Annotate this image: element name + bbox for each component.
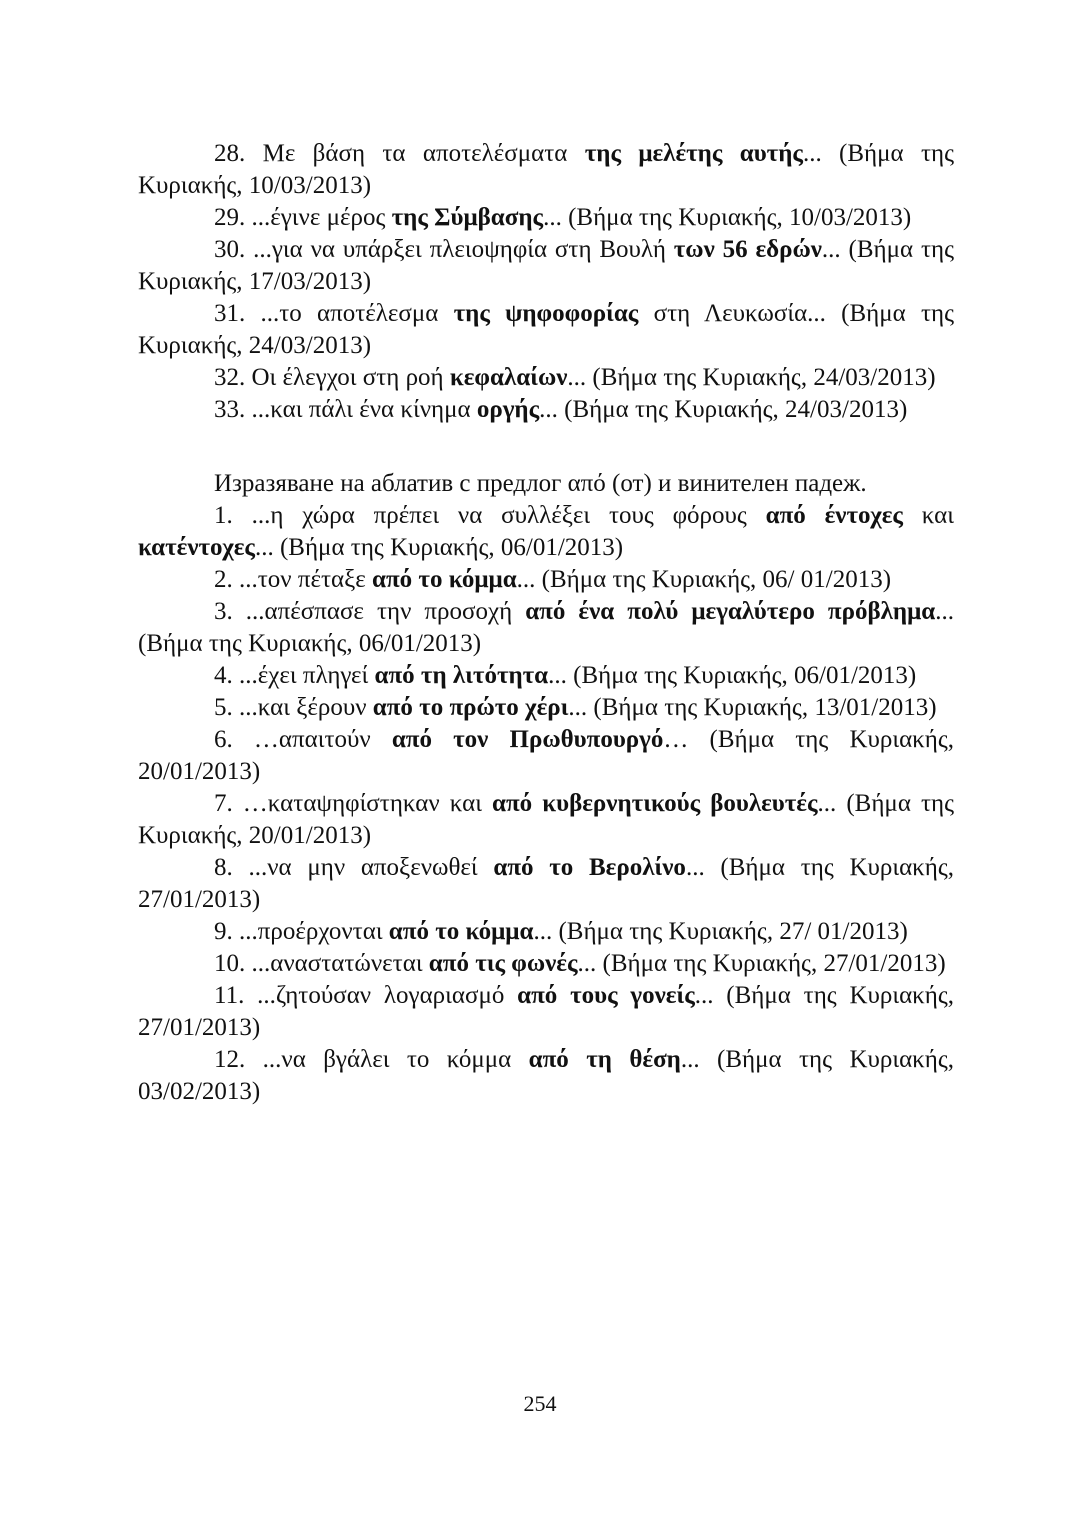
example-item: 4. ...έχει πληγεί από τη λιτότητα... (Βήμα της Κυριακής, 06/01/2013)	[214, 662, 917, 689]
example-item: 33. ...και πάλι ένα κίνημα οργής... (Βήμα της Κυριακής, 24/03/2013)	[214, 396, 908, 423]
example-item: 6. …απαιτούν από τον Πρωθυπουργό… (Βήμα της Κυριακής, 20/01/2013)	[138, 726, 954, 785]
page-number: 254	[523, 1391, 557, 1416]
page-body	[138, 138, 954, 1108]
example-item: 28. Με βάση τα αποτελέσματα της μελέτης αυτής... (Βήμα της Κυριακής, 10/03/2013)	[138, 140, 954, 199]
section-examples-28-33	[138, 138, 954, 426]
example-item: 29. ...έγινε μέρος της Σύμβασης... (Βήμα της Κυριακής, 10/03/2013)	[214, 204, 912, 231]
example-item: 30. ...για να υπάρξει πλειοψηφία στη Βουλή των 56 εδρών... (Βήμα της Κυριακής, 17/03/2013)	[138, 236, 954, 295]
section-ablative-examples	[138, 468, 954, 1108]
example-item: 2. ...τον πέταξε από το κόμμα... (Βήμα της Κυριακής, 06/ 01/2013)	[214, 566, 892, 593]
example-item: 9. ...προέρχονται από το κόμμα... (Βήμα της Κυριακής, 27/ 01/2013)	[214, 918, 908, 945]
example-item: 32. Οι έλεγχοι στη ροή κεφαλαίων... (Βήμα της Κυριακής, 24/03/2013)	[214, 364, 936, 391]
example-item: 31. ...το αποτέλεσμα της ψηφοφορίας στη Λευκωσία... (Βήμα της Κυριακής, 24/03/2013)	[138, 300, 954, 359]
example-item: 3. ...απέσπασε την προσοχή από ένα πολύ μεγαλύτερο πρόβλημα... (Βήμα της Κυριακής, 06/01/2013)	[138, 598, 955, 657]
section-gap	[138, 426, 954, 468]
example-item: 5. ...και ξέρουν από το πρώτο χέρι... (Βήμα της Κυριακής, 13/01/2013)	[214, 694, 937, 721]
example-item: 1. ...η χώρα πρέπει να συλλέξει τους φόρους από έντοχες και κατέντοχες... (Βήμα της Κυριακής, 06/01/2013)	[138, 502, 955, 561]
example-item: 12. ...να βγάλει το κόμμα από τη θέση... (Βήμα της Κυριακής, 03/02/2013)	[138, 1046, 954, 1105]
section-heading: Изразяване на аблатив с предлог από (от) и винителен падеж.	[214, 470, 867, 497]
example-item: 8. ...να μην αποξενωθεί από το Βερολίνο... (Βήμα της Κυριακής, 27/01/2013)	[138, 854, 954, 913]
example-item: 7. …καταψηφίστηκαν και από κυβερνητικούς βουλευτές... (Βήμα της Κυριακής, 20/01/2013)	[138, 790, 954, 849]
example-item: 10. ...αναστατώνεται από τις φωνές... (Βήμα της Κυριακής, 27/01/2013)	[214, 950, 946, 977]
example-item: 11. ...ζητούσαν λογαριασμό από τους γονείς... (Βήμα της Κυριακής, 27/01/2013)	[138, 982, 954, 1041]
